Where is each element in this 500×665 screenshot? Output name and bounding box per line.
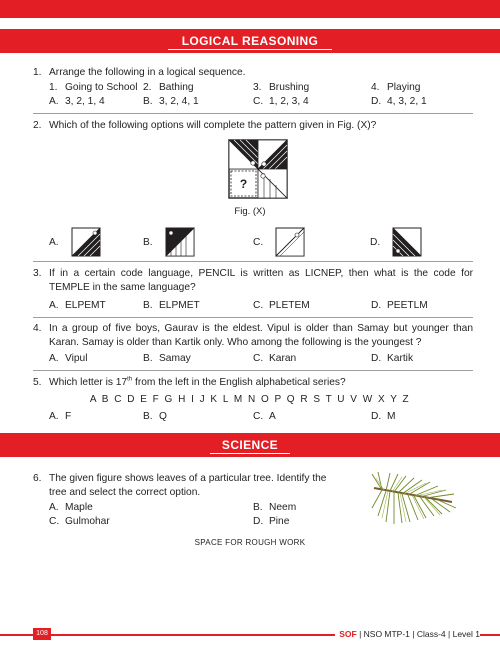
question-text: The given figure shows leaves of a particular tree. Identify the tree and select the correct option. — [49, 473, 327, 498]
banner-underline — [168, 49, 332, 50]
question-number: 5. — [33, 377, 42, 388]
option-c[interactable]: C. A — [253, 411, 276, 422]
question-6 — [33, 472, 343, 500]
question-text: In a group of five boys, Gaurav is the eldest. Vipul is older than Samay but younger than Karan. Samay is older than Kartik only. Who among the following is the youngest ? — [49, 323, 473, 348]
divider — [33, 317, 473, 318]
section-banner-logical-reasoning — [0, 29, 500, 53]
option-d[interactable]: D. PEETLM — [371, 300, 428, 311]
question-1 — [33, 66, 473, 80]
question-number: 6. — [33, 473, 42, 484]
option-a-label[interactable]: A. — [49, 237, 59, 248]
item-4: 4. Playing — [371, 82, 421, 93]
option-c[interactable]: C. Karan — [253, 353, 297, 364]
question-number: 1. — [33, 67, 42, 78]
question-number: 2. — [33, 120, 42, 131]
option-d-label[interactable]: D. — [370, 237, 381, 248]
option-d[interactable]: D. 4, 3, 2, 1 — [371, 96, 427, 107]
question-3-options — [33, 299, 473, 313]
question-4 — [33, 322, 473, 350]
option-d[interactable]: D. Pine — [253, 516, 290, 527]
question-2 — [33, 119, 473, 133]
option-a[interactable]: A. ELPEMT — [49, 300, 106, 311]
option-c[interactable]: C. 1, 2, 3, 4 — [253, 96, 309, 107]
rough-work-label: SPACE FOR ROUGH WORK — [194, 538, 306, 547]
option-c[interactable]: C. PLETEM — [253, 300, 310, 311]
pattern-figure-x — [228, 139, 288, 199]
sof-logo: SOF — [339, 629, 357, 639]
option-d[interactable]: D. M — [371, 411, 396, 422]
question-number: 4. — [33, 323, 42, 334]
divider — [33, 370, 473, 371]
question-number: 3. — [33, 268, 42, 279]
page-number: 108 — [33, 628, 51, 640]
option-b[interactable]: B. Samay — [143, 353, 191, 364]
option-a[interactable]: A. Maple — [49, 502, 93, 513]
option-a[interactable]: A. 3, 2, 1, 4 — [49, 96, 105, 107]
section-title: SCIENCE — [221, 438, 279, 452]
option-b[interactable]: B. 3, 2, 4, 1 — [143, 96, 199, 107]
option-a[interactable]: A. Vipul — [49, 353, 88, 364]
option-b[interactable]: B. Q — [143, 411, 167, 422]
item-1: 1. Going to School — [49, 82, 138, 93]
option-c[interactable]: C. Gulmohar — [49, 516, 110, 527]
question-3 — [33, 267, 473, 295]
question-4-options — [33, 352, 473, 366]
banner-underline — [210, 453, 290, 454]
alphabet-series: A B C D E F G H I J K L M N O P Q R S T U V W X Y Z — [89, 394, 411, 405]
item-3: 3. Brushing — [253, 82, 310, 93]
option-b[interactable]: B. ELPMET — [143, 300, 200, 311]
top-band — [0, 0, 500, 18]
option-d[interactable]: D. Kartik — [371, 353, 414, 364]
pine-leaves-image — [368, 468, 458, 526]
section-banner-science — [0, 433, 500, 457]
option-a[interactable]: A. F — [49, 411, 72, 422]
question-1-items — [33, 81, 473, 95]
figure-caption: Fig. (X) — [234, 206, 266, 217]
footer-info: SOF | NSO MTP-1 | Class-4 | Level 1 — [335, 629, 480, 639]
option-c-figure[interactable] — [275, 227, 305, 257]
option-b-label[interactable]: B. — [143, 237, 153, 248]
question-5-options — [33, 410, 473, 424]
question-text: Which letter is 17th from the left in the English alphabetical series? — [49, 376, 346, 388]
item-2: 2. Bathing — [143, 82, 194, 93]
divider — [33, 261, 473, 262]
question-text: If in a certain code language, PENCIL is written as LICNEP, then what is the code for TEMPLE in the same language? — [49, 268, 473, 293]
missing-mark: ? — [239, 177, 248, 191]
option-d-figure[interactable] — [392, 227, 422, 257]
option-b-figure[interactable] — [165, 227, 195, 257]
question-1-options — [33, 95, 473, 109]
divider — [33, 113, 473, 114]
option-a-figure[interactable] — [71, 227, 101, 257]
question-5 — [33, 376, 473, 390]
option-b[interactable]: B. Neem — [253, 502, 297, 513]
question-text: Which of the following options will complete the pattern given in Fig. (X)? — [49, 120, 377, 131]
question-text: Arrange the following in a logical sequence. — [49, 67, 246, 78]
option-c-label[interactable]: C. — [253, 237, 264, 248]
section-title: LOGICAL REASONING — [181, 34, 319, 48]
